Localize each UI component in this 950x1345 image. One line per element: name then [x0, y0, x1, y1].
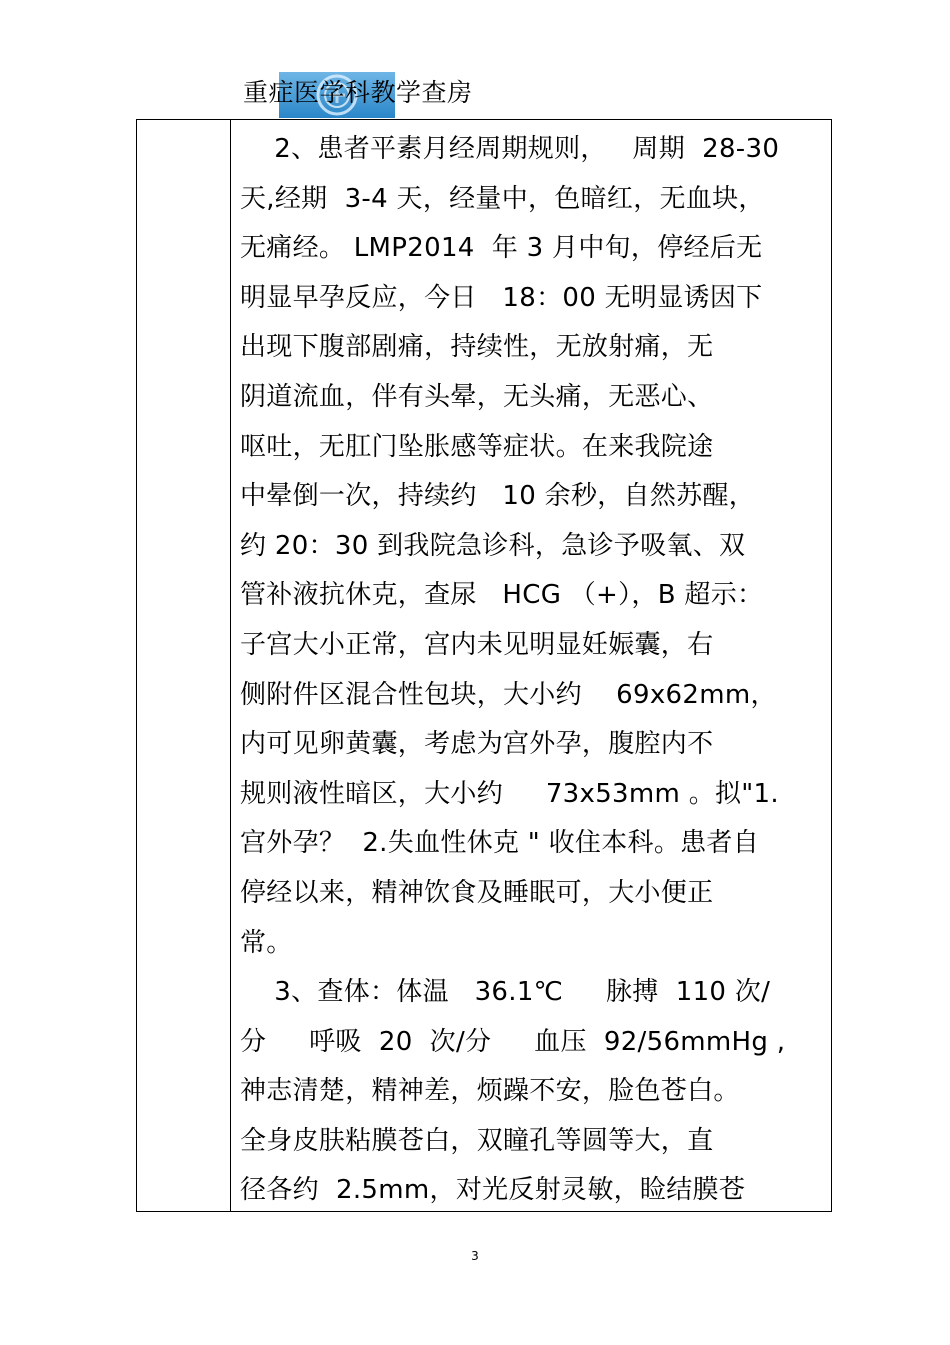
text-line: 内可见卵黄囊，考虑为宫外孕，腹腔内不 — [240, 729, 714, 760]
text-line: 子宫大小正常，宫内未见明显妊娠囊，右 — [240, 629, 714, 660]
text-line: 神志清楚，精神差，烦躁不安，脸色苍白。 — [240, 1076, 740, 1107]
text-line: 呕吐，无肛门坠胀感等症状。在来我院途 — [240, 431, 714, 462]
text-line: 全身皮肤粘膜苍白，双瞳孔等圆等大，直 — [240, 1125, 714, 1156]
text-line: 明显早孕反应，今日 18：00 无明显诱因下 — [240, 282, 763, 313]
text-line: 无痛经。 LMP2014 年 3 月中旬，停经后无 — [240, 233, 763, 264]
record-text — [240, 125, 830, 1216]
text-line: 阴道流血，伴有头晕，无头痛，无恶心、 — [240, 381, 714, 412]
text-line: 常。 — [240, 927, 293, 958]
text-line: 侧附件区混合性包块，大小约 69x62mm， — [240, 679, 777, 710]
text-line: 管补液抗休克，查尿 HCG （+），B 超示： — [240, 580, 764, 611]
text-line: 天,经期 3-4 天，经量中，色暗红，无血块， — [240, 183, 765, 214]
text-line: 径各约 2.5mm，对光反射灵敏，睑结膜苍 — [240, 1175, 746, 1206]
text-line: 约 20：30 到我院急诊科，急诊予吸氧、双 — [240, 530, 746, 561]
table-column-divider — [230, 119, 231, 1212]
text-line: 2、患者平素月经周期规则， 周期 28-30 — [240, 134, 780, 164]
page-number: 3 — [471, 1249, 479, 1263]
text-line: 中晕倒一次，持续约 10 余秒，自然苏醒， — [240, 481, 756, 512]
text-line: 3、查体：体温 36.1℃ 脉搏 110 次/ — [240, 977, 771, 1008]
text-line: 出现下腹部剧痛，持续性，无放射痛，无 — [240, 332, 714, 363]
text-line: 停经以来，精神饮食及睡眠可，大小便正 — [240, 877, 714, 908]
text-line: 分 呼吸 20 次/分 血压 92/56mmHg , — [240, 1026, 786, 1057]
text-line: 宫外孕？ 2.失血性休克 " 收住本科。患者自 — [240, 828, 760, 859]
header-title: 重症医学科教学查房 — [243, 78, 473, 107]
text-line: 规则液性暗区，大小约 73x53mm 。拟"1. — [240, 778, 779, 809]
